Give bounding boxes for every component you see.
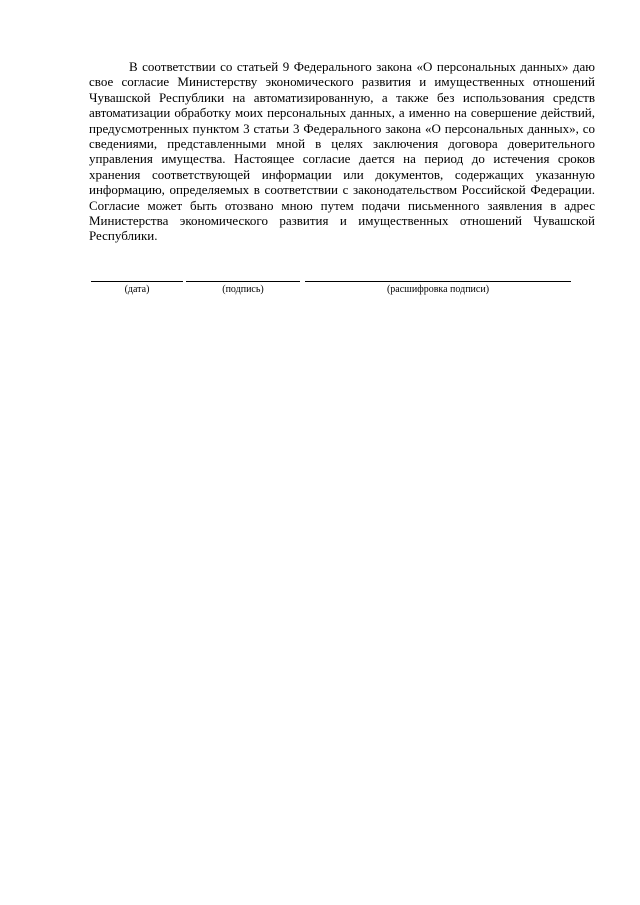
date-field	[91, 265, 183, 296]
signature-field	[186, 265, 300, 296]
signature-line	[186, 265, 300, 282]
date-line	[91, 265, 183, 282]
name-transcript-caption: (расшифровка подписи)	[386, 284, 490, 295]
date-caption: (дата)	[124, 284, 150, 295]
name-transcript-field	[305, 265, 571, 296]
consent-paragraph: В соответствии со статьей 9 Федерального закона «О персональных данных» даю свое согласие Министерству экономического развития и имущественных отношений Чувашской Республики на автоматизированную, а также без использования средств автоматизации обработку моих персональных данных, а именно на совершение действий, предусмотренных пунктом 3 статьи 3 Федерального закона «О персональных данных», со сведениями, представленными мной в целях заключения договора доверительного управления имущества. Настоящее согласие дается на период до истечения сроков хранения соответствующей информации или документов, содержащих указанную информацию, определяемых в соответствии с законодательством Российской Федерации. Согласие может быть отозвано мною путем подачи письменного заявления в адрес Министерства экономического развития и имущественных отношений Чувашской Республики.	[89, 59, 595, 244]
signature-block	[91, 265, 571, 305]
name-transcript-line	[305, 265, 571, 282]
signature-caption: (подпись)	[222, 284, 264, 295]
